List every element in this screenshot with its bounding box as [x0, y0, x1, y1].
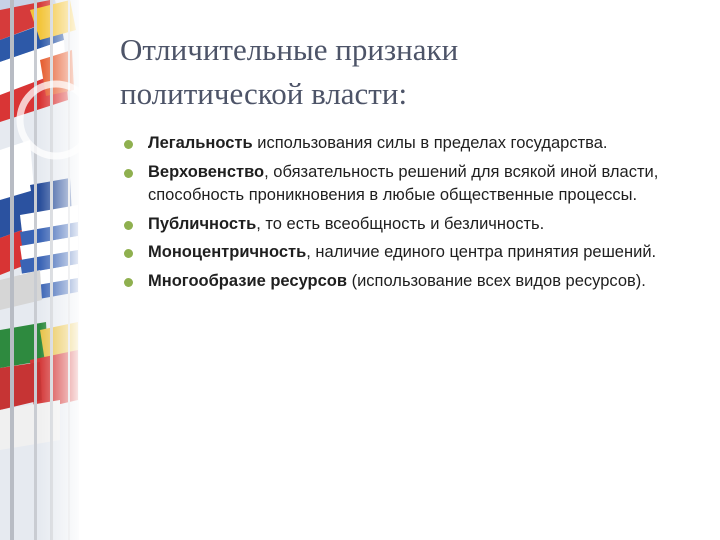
bullet-term: Легальность [148, 134, 253, 152]
bullet-text: , наличие единого центра принятия решений. [306, 243, 657, 261]
bullet-marker-icon [124, 249, 133, 258]
slide-content [82, 0, 720, 540]
bullet-marker-icon [124, 221, 133, 230]
bullet-term: Многообразие ресурсов [148, 271, 348, 290]
bullet-item-supremacy [122, 161, 712, 208]
bullet-marker-icon [124, 140, 133, 149]
bullet-text: (использование всех видов ресурсов). [347, 271, 646, 290]
bullet-item-legality [122, 132, 712, 156]
bullet-marker-icon [124, 169, 133, 178]
bullet-marker-icon [124, 278, 133, 287]
bullet-item-monocentricity [122, 241, 712, 265]
slide-title-line-2: политической власти: [120, 76, 408, 111]
bullet-item-resources [122, 270, 712, 294]
bullet-term: Верховенство [148, 162, 265, 181]
slide-title-line-1: Отличительные признаки [120, 32, 459, 67]
bullet-term: Моноцентричность [148, 243, 307, 261]
bullet-text: использования силы в пределах государства. [252, 134, 608, 152]
bullet-list [122, 132, 712, 298]
flags-decoration-image [0, 0, 82, 540]
slide-title [120, 28, 700, 116]
flags-fade-overlay [40, 0, 82, 540]
bullet-item-publicity [122, 213, 712, 237]
bullet-text: , обязательность решений для всякой иной власти, способность проникновения в любые общественные процессы. [148, 162, 659, 204]
bullet-text: , то есть всеобщность и безличность. [256, 214, 545, 233]
bullet-term: Публичность [148, 214, 257, 233]
